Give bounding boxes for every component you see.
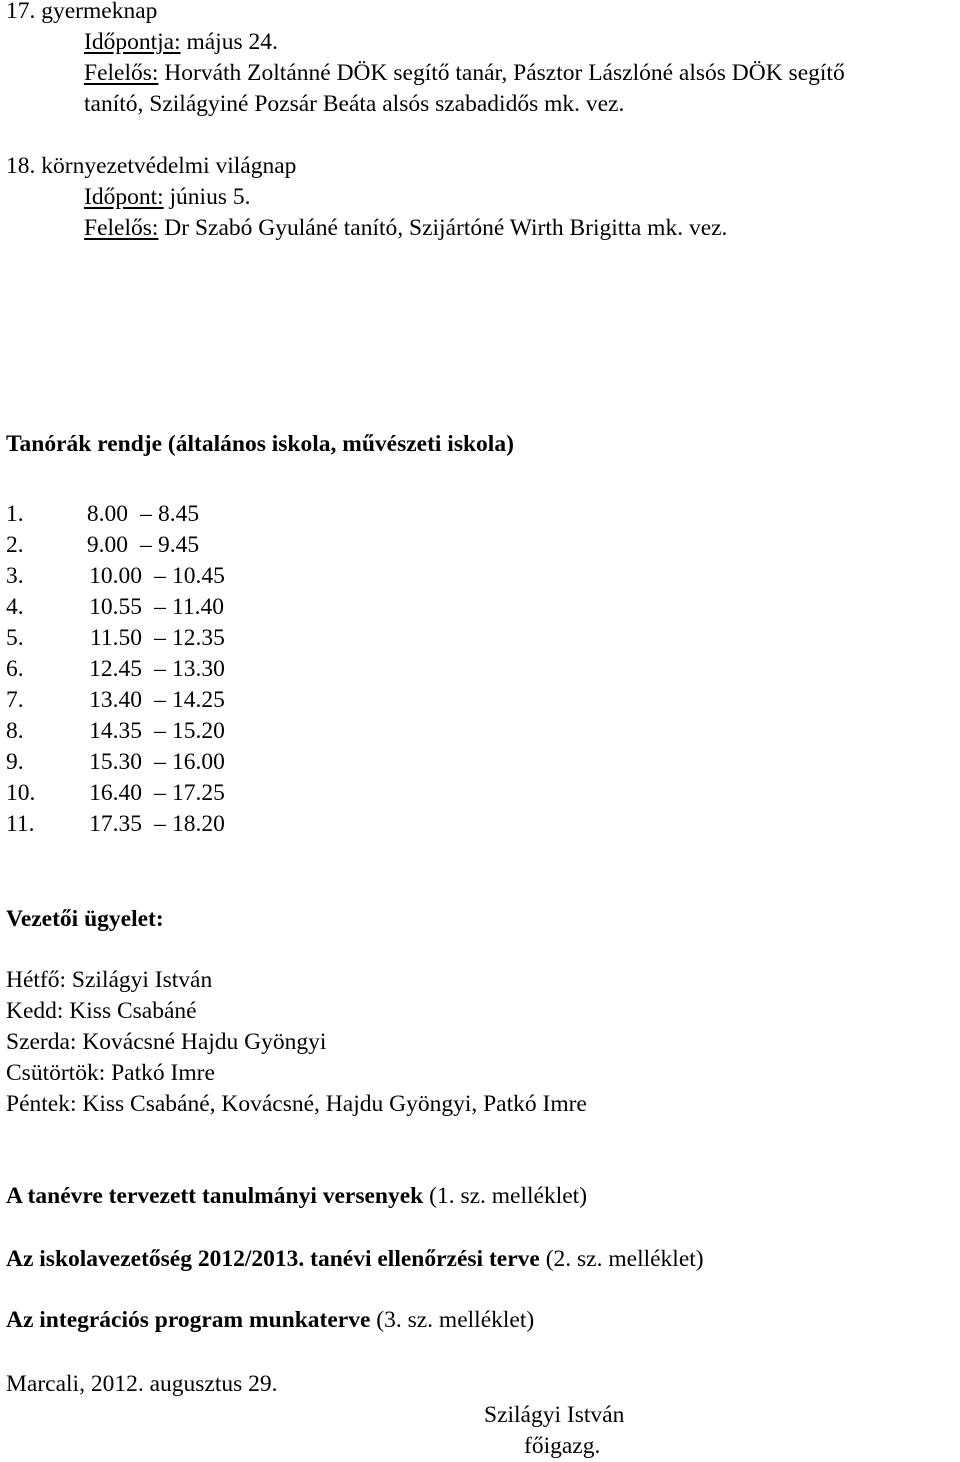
period-number: 1. <box>6 501 24 527</box>
period-start: 10.00 <box>89 563 142 589</box>
event17-date-value: május 24. <box>180 29 278 55</box>
period-dash: – <box>154 625 166 651</box>
event17-date <box>84 27 278 58</box>
appendix-line <box>6 1181 587 1212</box>
event17-date-label: Időpontja: <box>84 29 181 55</box>
event18-date <box>84 182 250 213</box>
signatory-title: főigazg. <box>524 1433 601 1459</box>
event17-responsible-cont: tanító, Szilágyiné Pozsár Beáta alsós szabadidős mk. vez. <box>84 91 625 117</box>
period-number: 6. <box>6 656 24 682</box>
period-end: 16.00 <box>172 749 225 775</box>
period-number: 11. <box>6 811 35 837</box>
period-number: 9. <box>6 749 24 775</box>
event18-date-label: Időpont: <box>84 184 164 210</box>
period-dash: – <box>154 718 166 744</box>
period-start: 8.00 <box>86 501 128 527</box>
event18-resp-value: Dr Szabó Gyuláné tanító, Szijártóné Wirth Brigitta mk. vez. <box>158 215 728 241</box>
period-end: 10.45 <box>172 563 225 589</box>
period-dash: – <box>154 594 166 620</box>
period-number: 3. <box>6 563 24 589</box>
period-start: 17.35 <box>89 811 142 837</box>
period-end: 14.25 <box>172 687 225 713</box>
period-start: 11.50 <box>89 625 142 651</box>
appendix-title: A tanévre tervezett tanulmányi versenyek <box>6 1183 424 1209</box>
period-dash: – <box>140 501 152 527</box>
duty-heading-text: Vezetői ügyelet: <box>6 906 164 932</box>
period-end: 18.20 <box>172 811 225 837</box>
period-start: 10.55 <box>89 594 142 620</box>
period-end: 13.30 <box>172 656 225 682</box>
appendix-ref: (2. sz. melléklet) <box>539 1246 704 1272</box>
period-start: 15.30 <box>89 749 142 775</box>
period-end: 9.45 <box>158 532 200 558</box>
period-number: 7. <box>6 687 24 713</box>
place-date: Marcali, 2012. augusztus 29. <box>6 1371 278 1397</box>
period-number: 5. <box>6 625 24 651</box>
period-end: 17.25 <box>172 780 225 806</box>
schedule-heading <box>6 429 514 460</box>
period-dash: – <box>154 687 166 713</box>
event17-resp-label: Felelős: <box>84 60 159 86</box>
period-number: 10. <box>6 780 36 806</box>
period-start: 16.40 <box>89 780 142 806</box>
appendix-line <box>6 1305 534 1336</box>
period-start: 14.35 <box>89 718 142 744</box>
period-dash: – <box>154 780 166 806</box>
event17-responsible <box>84 58 845 89</box>
event18-date-value: június 5. <box>163 184 251 210</box>
period-dash: – <box>154 656 166 682</box>
appendix-title: Az integrációs program munkaterve <box>6 1307 371 1333</box>
duty-heading <box>6 904 164 935</box>
period-end: 11.40 <box>172 594 225 620</box>
appendix-ref: (3. sz. melléklet) <box>370 1307 535 1333</box>
event18-resp-label: Felelős: <box>84 215 159 241</box>
period-dash: – <box>154 563 166 589</box>
signatory-name: Szilágyi István <box>484 1402 625 1428</box>
duty-day: Kedd: Kiss Csabáné <box>6 998 197 1024</box>
duty-day: Hétfő: Szilágyi István <box>6 967 213 993</box>
event17-title: 17. gyermeknap <box>6 0 158 24</box>
period-end: 8.45 <box>158 501 200 527</box>
duty-day: Szerda: Kovácsné Hajdu Gyöngyi <box>6 1029 327 1055</box>
period-end: 15.20 <box>172 718 225 744</box>
period-dash: – <box>140 532 152 558</box>
event17-resp-value-1: Horváth Zoltánné DÖK segítő tanár, Pásztor Lászlóné alsós DÖK segítő <box>158 60 845 86</box>
period-dash: – <box>154 749 166 775</box>
duty-day: Csütörtök: Patkó Imre <box>6 1060 215 1086</box>
appendix-title: Az iskolavezetőség 2012/2013. tanévi ellenőrzési terve <box>6 1246 540 1272</box>
period-start: 9.00 <box>86 532 128 558</box>
appendix-line <box>6 1244 704 1275</box>
event18-title: 18. környezetvédelmi világnap <box>6 153 297 179</box>
period-end: 12.35 <box>172 625 225 651</box>
appendix-ref: (1. sz. melléklet) <box>423 1183 588 1209</box>
event18-responsible <box>84 213 727 244</box>
period-number: 4. <box>6 594 24 620</box>
schedule-heading-text: Tanórák rendje (általános iskola, művészeti iskola) <box>6 431 514 457</box>
duty-day: Péntek: Kiss Csabáné, Kovácsné, Hajdu Gyöngyi, Patkó Imre <box>6 1091 587 1117</box>
period-dash: – <box>154 811 166 837</box>
period-number: 8. <box>6 718 24 744</box>
period-start: 12.45 <box>89 656 142 682</box>
period-start: 13.40 <box>89 687 142 713</box>
period-number: 2. <box>6 532 24 558</box>
